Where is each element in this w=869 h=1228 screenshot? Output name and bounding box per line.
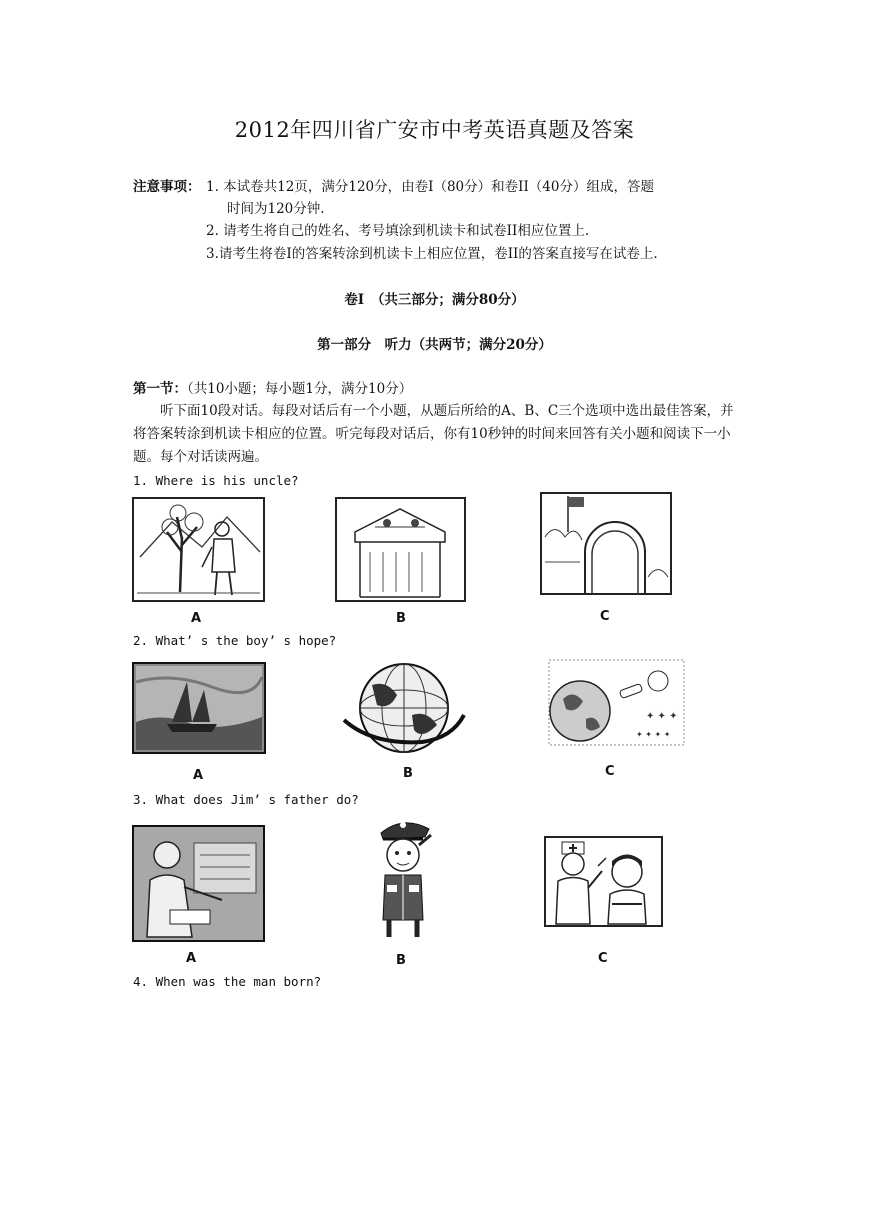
q1-image-a bbox=[132, 497, 265, 602]
section-instructions: 听下面10段对话。每段对话后有一个小题，从题后所给的A、B、C三个选项中选出最佳答案，并将答案转涂到机读卡相应的位置。听完每段对话后，你有10秒钟的时间来回答有关小题和阅读下一小题。每个对话读两遍。 bbox=[133, 403, 734, 465]
q1-image-c bbox=[540, 492, 672, 595]
note-item-1: 1. 本试卷共12页，满分120分，由卷I（80分）和卷II（40分）组成，答题 bbox=[206, 179, 654, 195]
q2-image-a bbox=[132, 662, 266, 754]
q2-option-c: C bbox=[605, 764, 615, 779]
section-heading bbox=[133, 378, 412, 400]
q1-option-a: A bbox=[191, 611, 202, 626]
q1-image-b bbox=[335, 497, 466, 602]
question-2: 2. What’ s the boy’ s hope? bbox=[133, 633, 337, 648]
question-1: 1. Where is his uncle? bbox=[133, 473, 299, 488]
q3-image-c bbox=[544, 836, 663, 927]
part-heading: 第一部分 听力（共两节；满分20分） bbox=[317, 337, 552, 353]
q3-option-b: B bbox=[396, 953, 406, 968]
q2-image-c bbox=[548, 659, 685, 746]
notes-label: 注意事项： bbox=[133, 179, 201, 195]
q2-option-a: A bbox=[193, 768, 204, 783]
question-3: 3. What does Jim’ s father do? bbox=[133, 792, 359, 807]
page-title: 2012年四川省广安市中考英语真题及答案 bbox=[234, 118, 635, 142]
svg-text:✦ ✦ ✦ ✦: ✦ ✦ ✦ ✦ bbox=[636, 730, 671, 739]
q3-image-a bbox=[132, 825, 265, 942]
q2-option-b: B bbox=[403, 766, 413, 781]
note-item-3: 3.请考生将卷I的答案转涂到机读卡上相应位置，卷II的答案直接写在试卷上. bbox=[206, 246, 658, 262]
note-item-1-cont: 时间为120分钟. bbox=[227, 201, 325, 217]
q1-option-b: B bbox=[396, 611, 406, 626]
svg-text:✦ ✦ ✦: ✦ ✦ ✦ bbox=[646, 711, 678, 722]
section-info: （共10小题；每小题1分，满分10分） bbox=[187, 381, 413, 397]
q3-option-c: C bbox=[598, 951, 608, 966]
question-4: 4. When was the man born? bbox=[133, 974, 322, 989]
note-item-2: 2. 请考生将自己的姓名、考号填涂到机读卡和试卷II相应位置上. bbox=[206, 223, 590, 239]
volume-heading: 卷I （共三部分；满分80分） bbox=[344, 292, 525, 308]
q3-option-a: A bbox=[186, 951, 197, 966]
q3-image-b bbox=[373, 815, 433, 940]
q2-image-b bbox=[342, 660, 467, 757]
section-label: 第一节： bbox=[133, 381, 187, 397]
q1-option-c: C bbox=[600, 609, 610, 624]
